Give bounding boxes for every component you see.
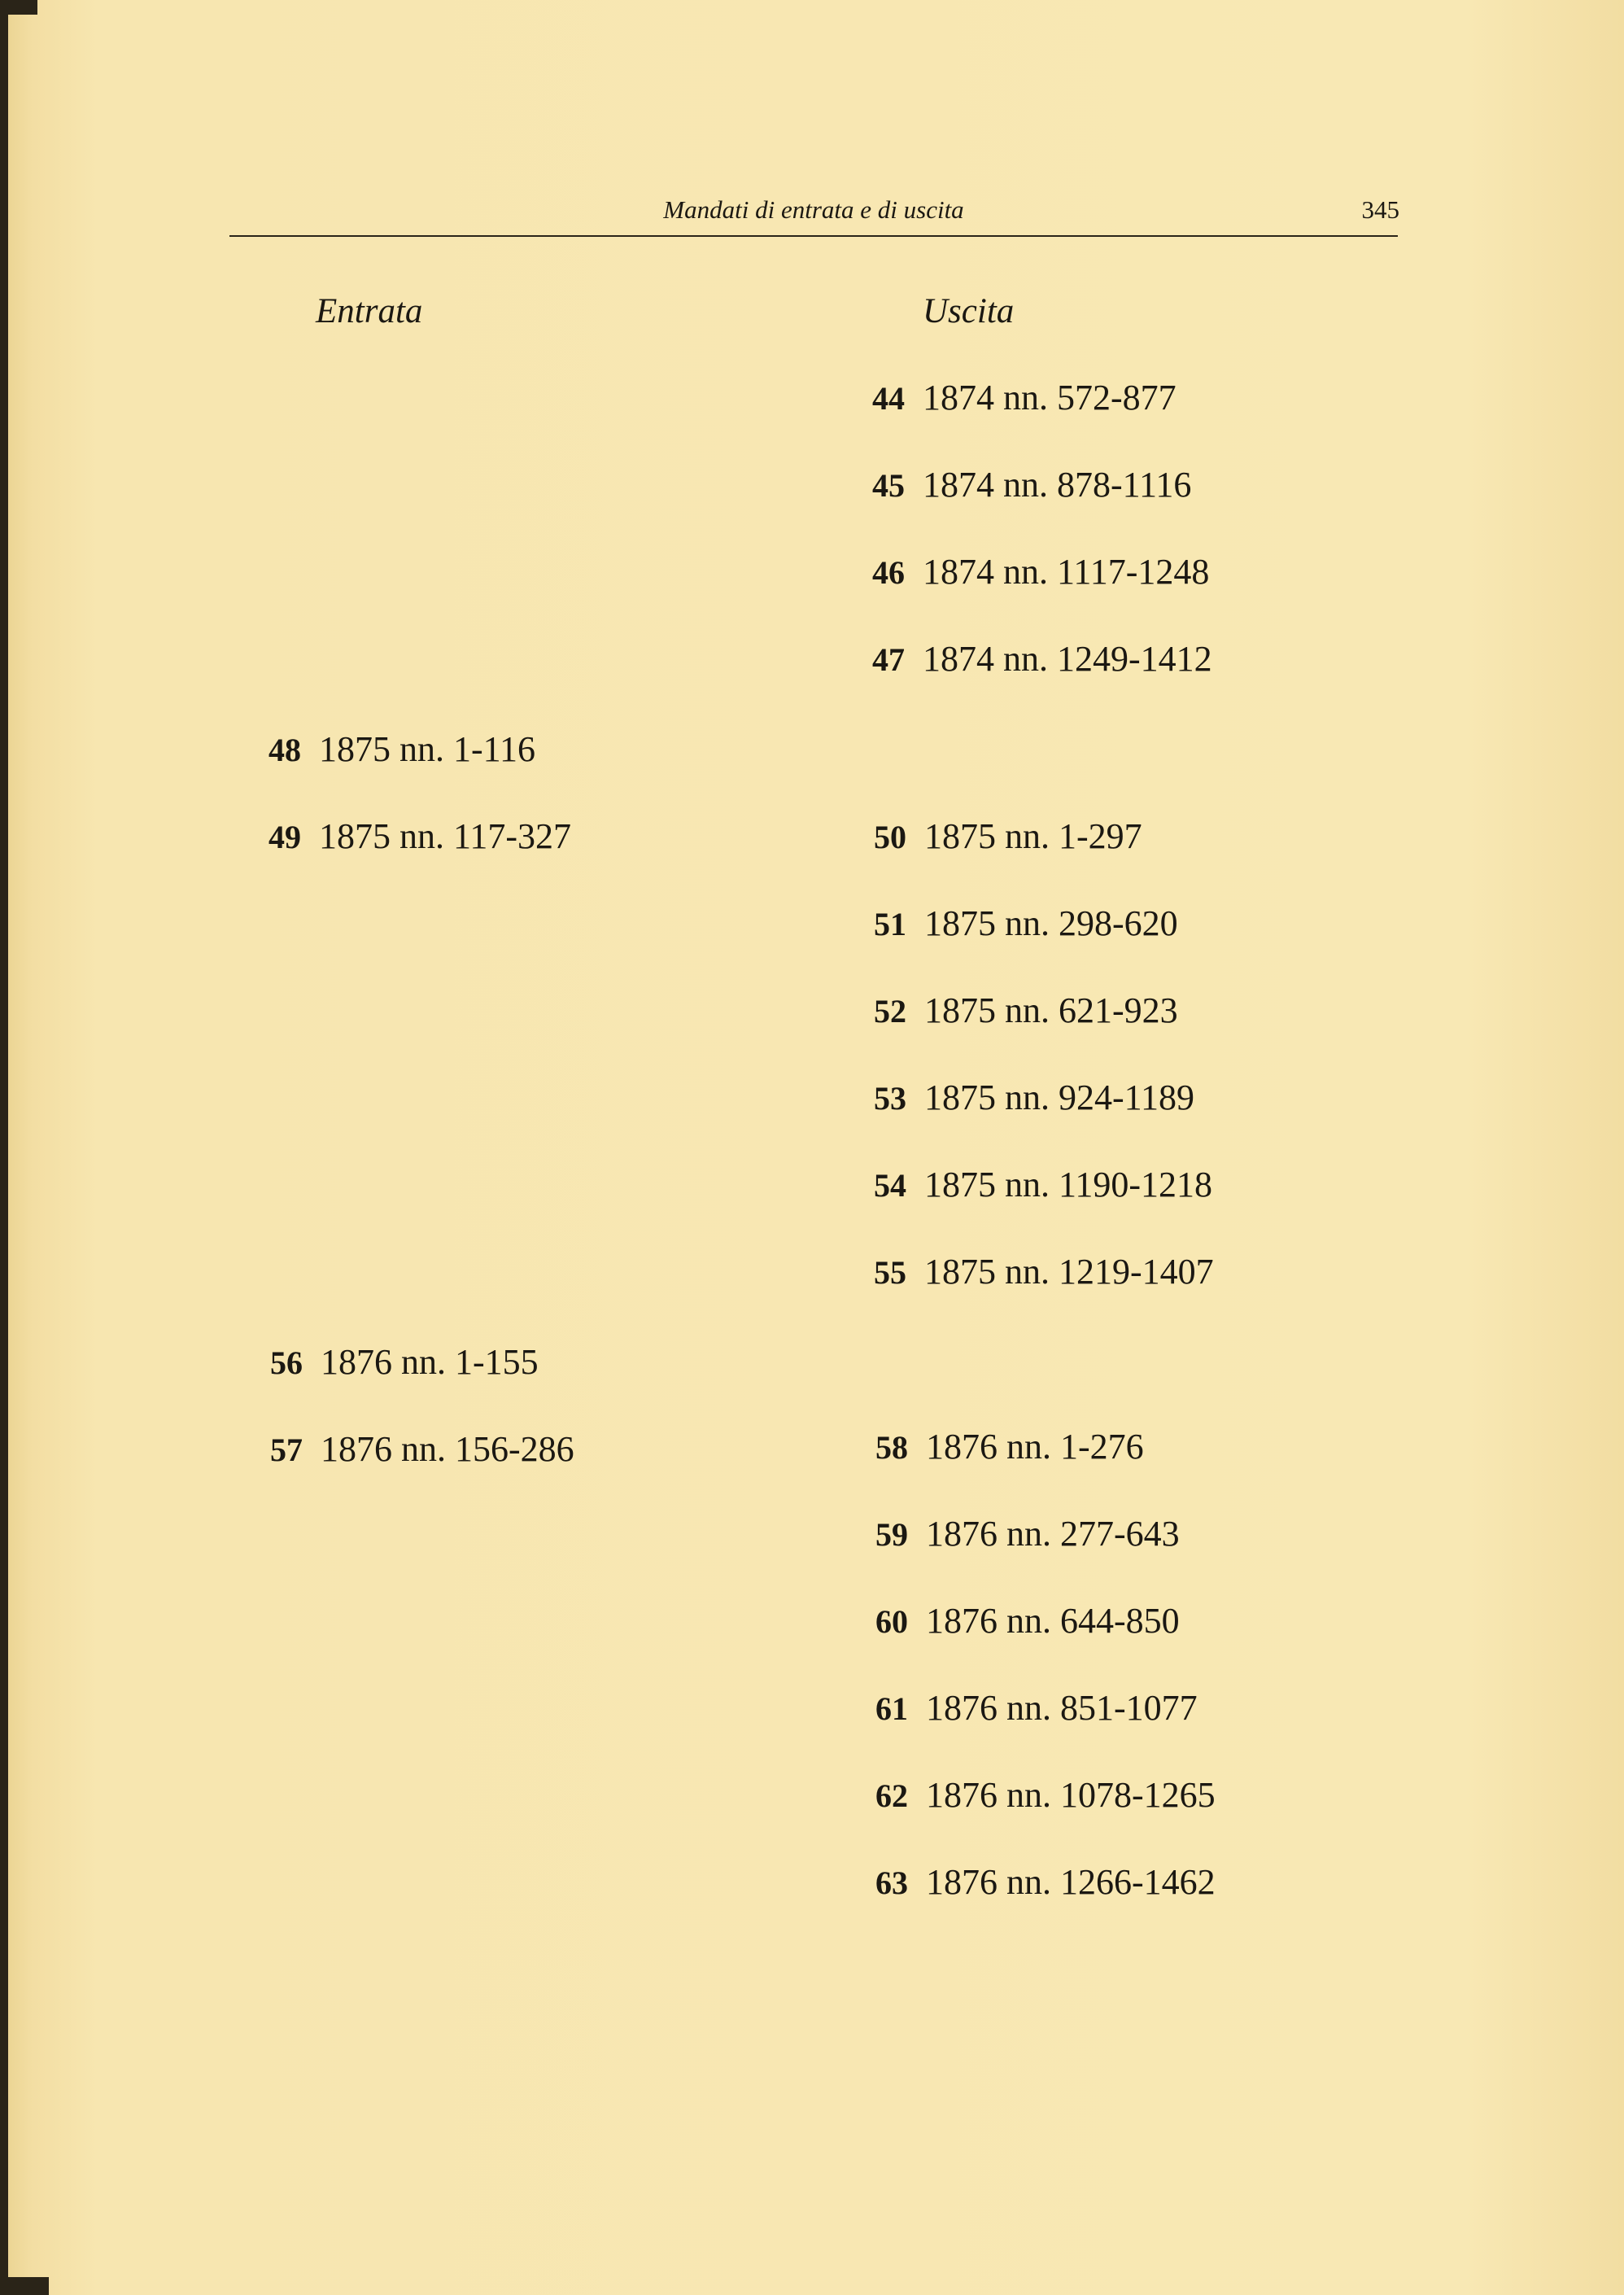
entry-text: 1875 nn. 621-923 <box>924 990 1178 1030</box>
entrata-entry <box>268 815 572 857</box>
uscita-entry <box>872 464 1192 505</box>
entry-text: 1876 nn. 1-276 <box>926 1427 1144 1467</box>
entry-number: 58 <box>875 1429 908 1466</box>
uscita-column-heading: Uscita <box>923 292 1015 330</box>
entry-text: 1876 nn. 1-155 <box>321 1342 539 1382</box>
entrata-entry <box>268 728 536 770</box>
entry-text: 1874 nn. 1117-1248 <box>923 552 1210 592</box>
entry-number: 46 <box>872 554 905 591</box>
entry-number: 56 <box>270 1344 303 1381</box>
entry-text: 1876 nn. 277-643 <box>926 1514 1180 1554</box>
entry-text: 1875 nn. 1190-1218 <box>924 1165 1213 1204</box>
entry-number: 55 <box>874 1254 906 1291</box>
entry-text: 1875 nn. 924-1189 <box>924 1078 1195 1117</box>
uscita-entry <box>875 1774 1216 1816</box>
uscita-entry <box>872 377 1177 418</box>
scan-top-edge <box>0 0 37 15</box>
entry-number: 51 <box>874 906 906 942</box>
entry-text: 1876 nn. 1078-1265 <box>926 1775 1216 1815</box>
entry-number: 62 <box>875 1777 908 1814</box>
uscita-entry <box>875 1513 1180 1554</box>
entry-number: 59 <box>875 1516 908 1553</box>
entry-number: 60 <box>875 1603 908 1640</box>
entry-text: 1875 nn. 1219-1407 <box>924 1252 1214 1292</box>
entry-text: 1874 nn. 1249-1412 <box>923 639 1212 679</box>
entrata-column-heading: Entrata <box>316 292 423 330</box>
entrata-entry <box>270 1341 539 1383</box>
uscita-entry <box>874 1164 1213 1205</box>
entry-number: 53 <box>874 1080 906 1117</box>
uscita-entry <box>872 551 1210 592</box>
entry-number: 44 <box>872 380 905 417</box>
entry-text: 1875 nn. 1-116 <box>319 729 536 769</box>
uscita-entry <box>874 1251 1214 1292</box>
entry-text: 1876 nn. 644-850 <box>926 1601 1180 1641</box>
entrata-entry <box>270 1428 574 1470</box>
entry-number: 57 <box>270 1432 303 1468</box>
entry-text: 1876 nn. 1266-1462 <box>926 1862 1216 1902</box>
entry-number: 48 <box>268 732 301 768</box>
entry-number: 49 <box>268 819 301 855</box>
entry-number: 54 <box>874 1167 906 1204</box>
entry-text: 1874 nn. 572-877 <box>923 378 1177 417</box>
entry-text: 1875 nn. 117-327 <box>319 816 572 856</box>
entry-text: 1875 nn. 298-620 <box>924 903 1178 943</box>
uscita-entry <box>875 1861 1216 1903</box>
running-header-title: Mandati di entrata e di uscita <box>663 195 964 224</box>
entry-text: 1875 nn. 1-297 <box>924 816 1142 856</box>
entry-text: 1874 nn. 878-1116 <box>923 465 1192 505</box>
entry-number: 63 <box>875 1864 908 1901</box>
entry-number: 52 <box>874 993 906 1029</box>
entry-number: 50 <box>874 819 906 855</box>
scan-left-edge <box>0 0 8 2295</box>
entry-text: 1876 nn. 851-1077 <box>926 1688 1198 1728</box>
entry-text: 1876 nn. 156-286 <box>321 1429 574 1469</box>
uscita-entry <box>874 990 1178 1031</box>
uscita-entry <box>875 1687 1198 1729</box>
scan-bottom-edge <box>0 2277 49 2295</box>
uscita-entry <box>872 638 1212 680</box>
uscita-entry <box>874 1077 1195 1118</box>
page-number: 345 <box>1361 195 1399 224</box>
uscita-entry <box>874 903 1178 944</box>
uscita-entry <box>875 1600 1180 1641</box>
entry-number: 47 <box>872 641 905 678</box>
entry-number: 61 <box>875 1690 908 1727</box>
header-rule <box>229 235 1398 237</box>
entry-number: 45 <box>872 467 905 504</box>
uscita-entry <box>874 815 1142 857</box>
uscita-entry <box>875 1426 1144 1467</box>
